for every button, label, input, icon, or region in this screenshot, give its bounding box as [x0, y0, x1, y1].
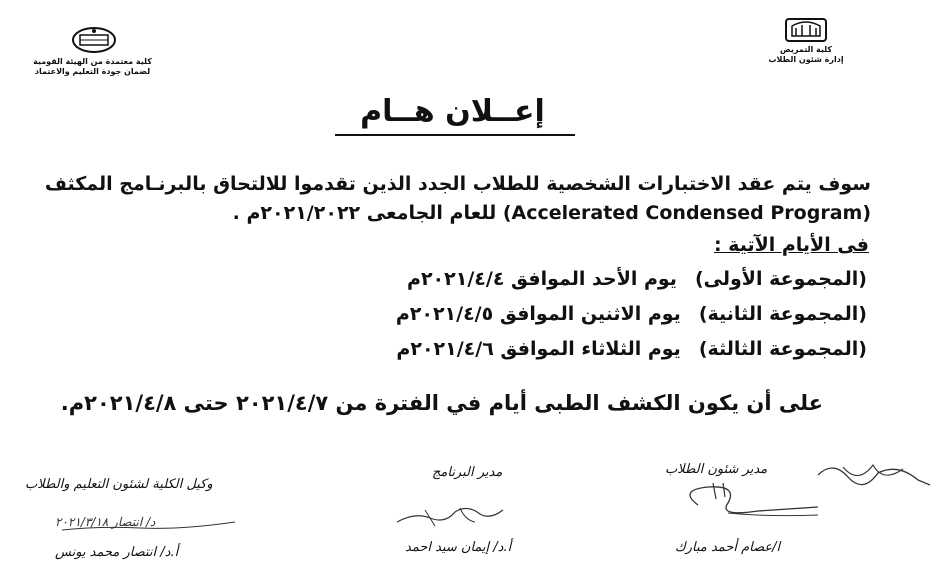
group-row: [407, 268, 867, 290]
group-date: يوم الأحد الموافق ٢٠٢١/٤/٤م: [407, 268, 677, 290]
student-affairs-director-title: مدير شئون الطلاب: [665, 462, 768, 477]
accreditation-logo-caption: [20, 57, 165, 77]
title-underline: [335, 134, 575, 136]
group-name: (المجموعة الثالثة): [698, 338, 867, 360]
accreditation-logo-icon: [70, 26, 118, 54]
announcement-line-2: (Accelerated Condensed Program) للعام الجامعى ٢٠٢١/٢٠٢٢م .: [232, 202, 871, 224]
group-date: يوم الثلاثاء الموافق ٢٠٢١/٤/٦م: [396, 338, 681, 360]
medical-exam-note: على أن يكون الكشف الطبى أيام في الفترة من ٢٠٢١/٤/٧ حتى ٢٠٢١/٤/٨م.: [60, 391, 823, 415]
group-date: يوم الاثنين الموافق ٢٠٢١/٤/٥م: [395, 303, 681, 325]
announcement-title: إعــلان هــام: [360, 94, 545, 129]
group-row: [396, 338, 867, 360]
program-director-name: أ.د/ إيمان سيد احمد: [405, 540, 512, 555]
program-director-signature: [395, 500, 505, 530]
schedule-heading: فى الأيام الآتية :: [713, 234, 869, 256]
accreditation-line-1: كلية معتمدة من الهيئة القومية: [33, 57, 152, 66]
faculty-name: كلية التمريض: [779, 45, 833, 54]
student-affairs-director-signature: [668, 455, 938, 525]
announcement-line-1: سوف يتم عقد الاختبارات الشخصية للطلاب الجدد الذين تقدموا للالتحاق بالبرنـامج المكثف: [44, 173, 871, 195]
group-row: [396, 303, 867, 325]
program-director-title: مدير البرنامج: [432, 465, 503, 480]
department-name: إدارة شئون الطلاب: [768, 55, 844, 64]
handwritten-date: د/ انتصار ٢٠٢١/٣/١٨: [55, 515, 156, 529]
accreditation-line-2: لضمان جودة التعليم والاعتماد: [34, 67, 151, 76]
group-name: (المجموعة الثانية): [698, 303, 867, 325]
faculty-logo-caption: [760, 45, 852, 65]
group-name: (المجموعة الأولى): [694, 268, 867, 290]
faculty-logo-icon: [782, 16, 830, 44]
vice-dean-name: أ.د/ انتصار محمد يونس: [55, 545, 179, 560]
vice-dean-title: وكيل الكلية لشئون التعليم والطلاب: [25, 477, 213, 492]
student-affairs-director-name: ا/عصام أحمد مبارك: [675, 540, 781, 555]
